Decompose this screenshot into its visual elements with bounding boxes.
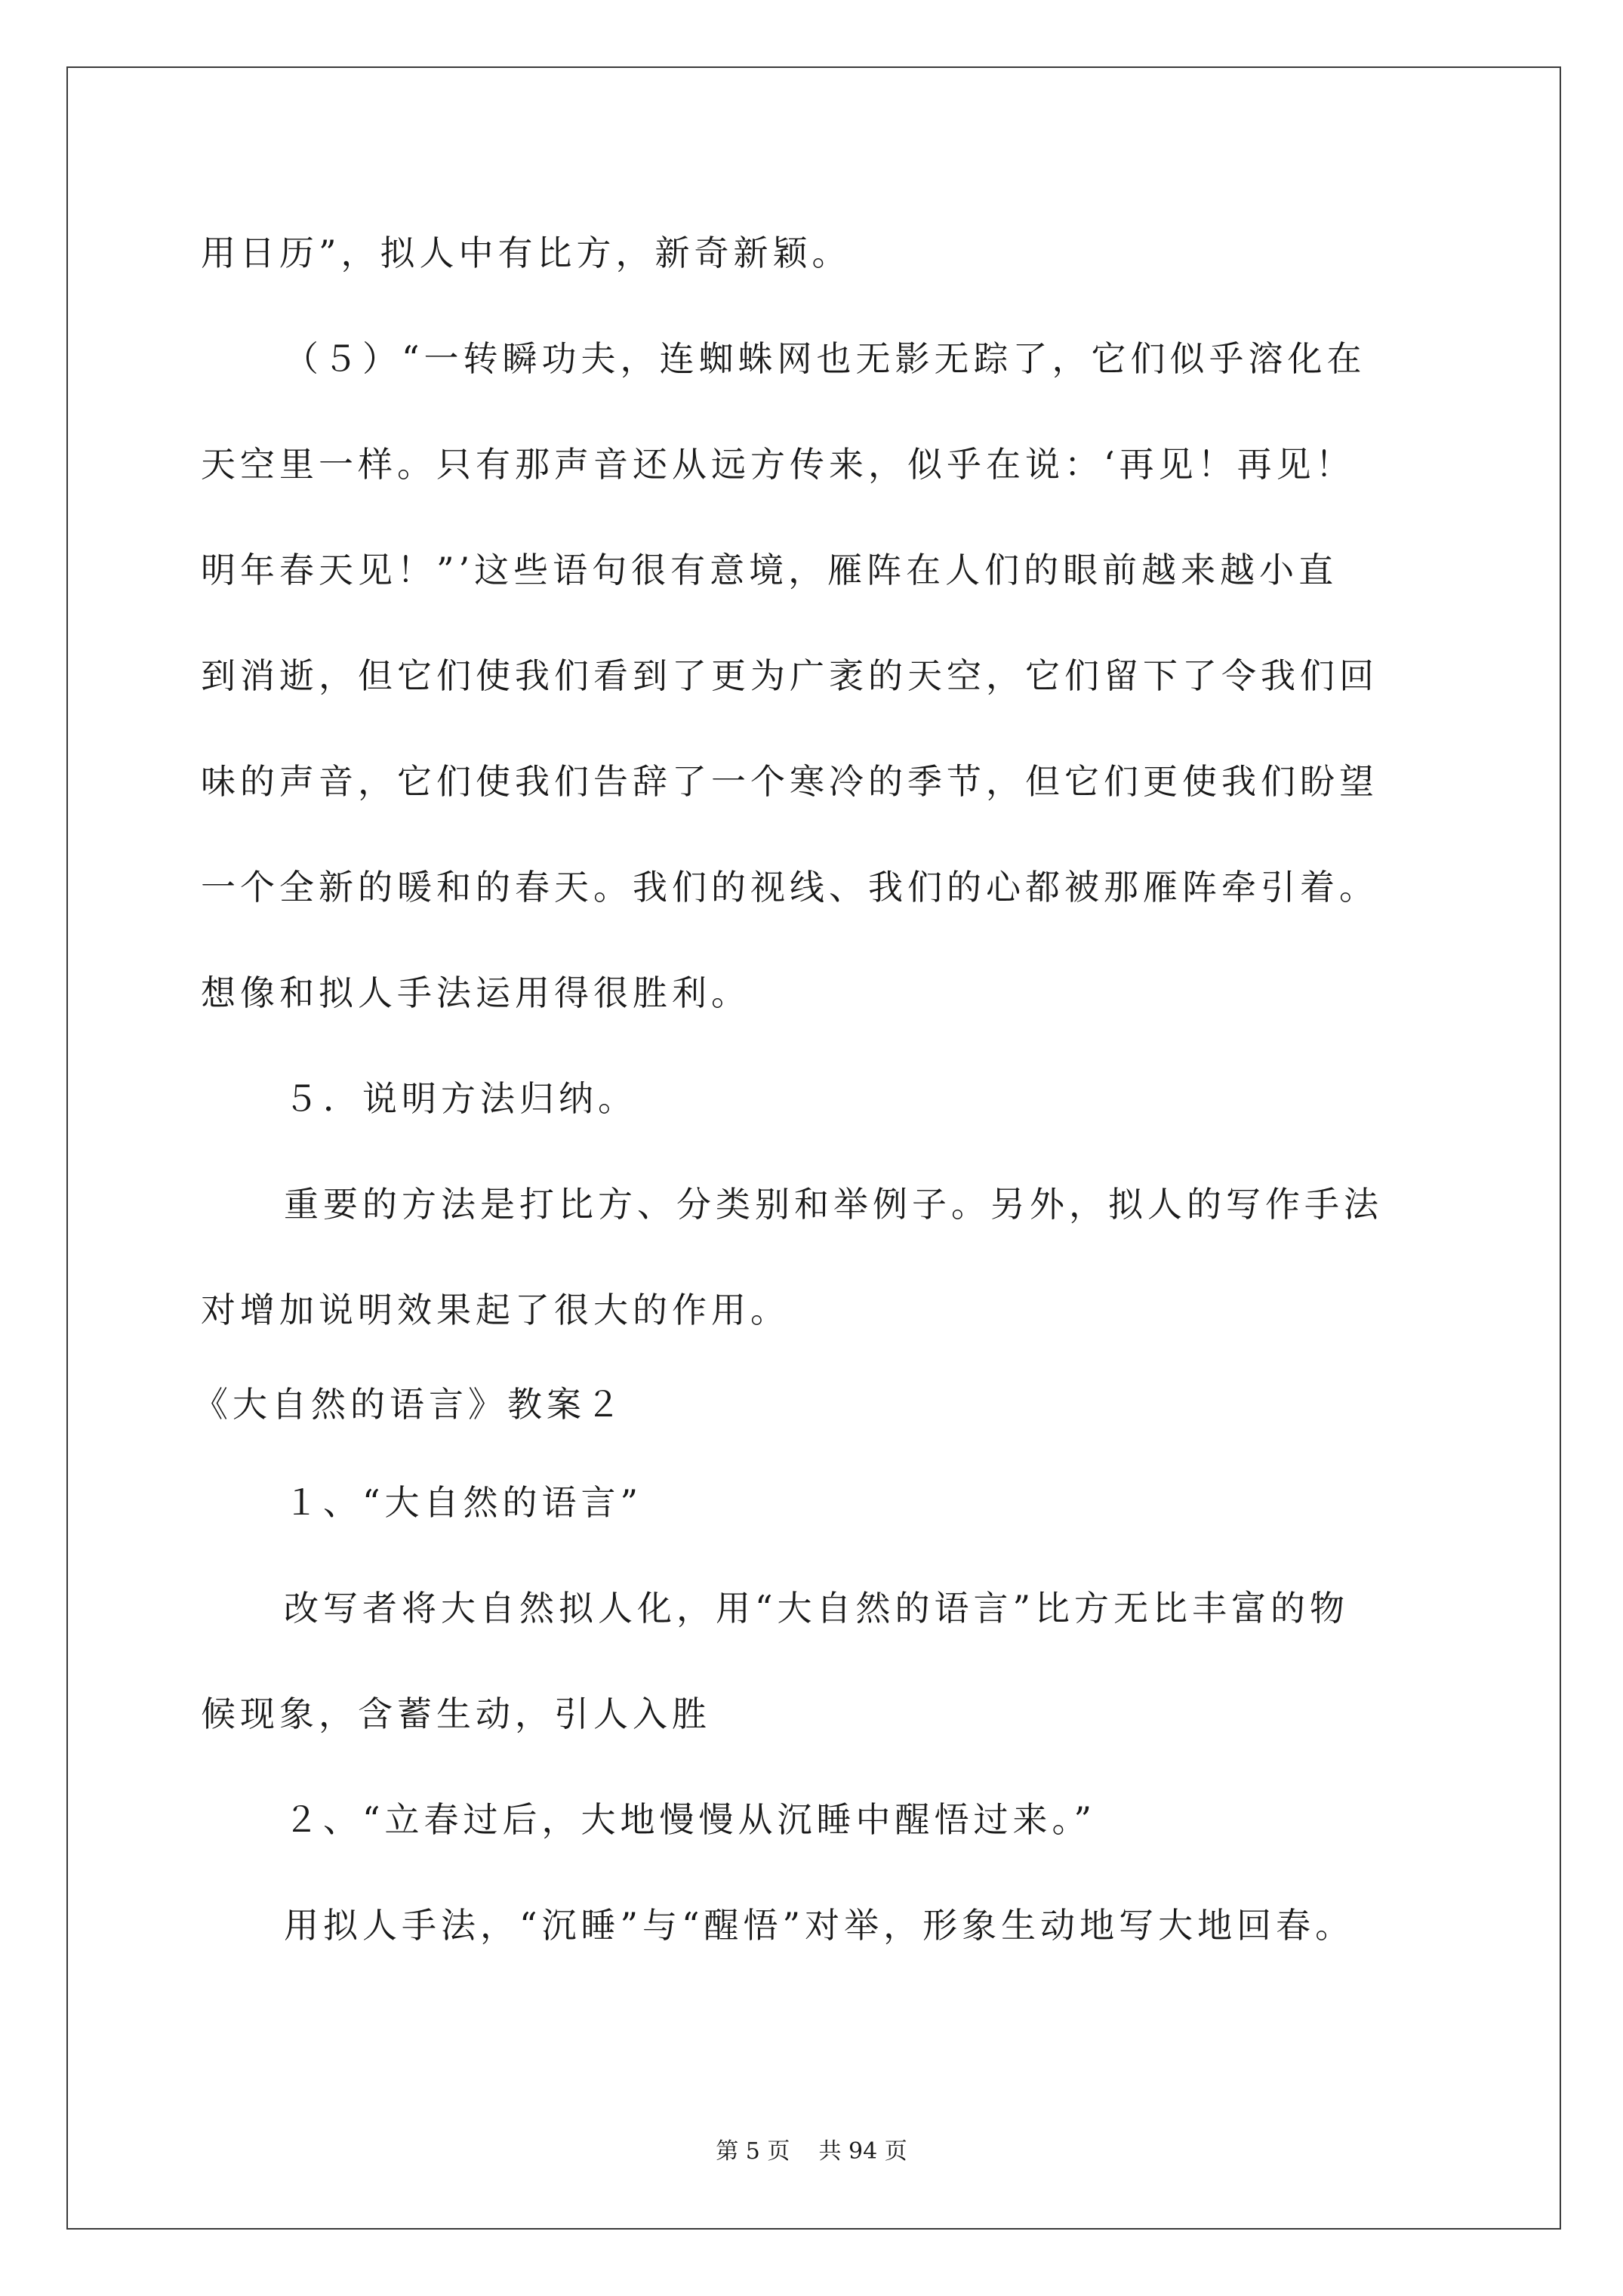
text-line: 明年春天见！”’这些语句很有意境，雁阵在人们的眼前越来越小直 bbox=[201, 550, 1338, 590]
section-heading: ２、“立春过后，大地慢慢从沉睡中醒悟过来。” bbox=[284, 1799, 1097, 1840]
text-line: 重要的方法是打比方、分类别和举例子。另外，拟人的写作手法 bbox=[284, 1184, 1383, 1225]
text-line: 天空里一样。只有那声音还从远方传来，似乎在说：‘再见！再见！ bbox=[201, 444, 1355, 485]
text-line: 用日历”，拟人中有比方，新奇新颖。 bbox=[201, 233, 852, 273]
section-heading: ５．说明方法归纳。 bbox=[284, 1078, 637, 1119]
page-number: 第 5 页 共 94 页 bbox=[716, 2138, 907, 2165]
document-title: 《大自然的语言》教案２ bbox=[193, 1384, 625, 1425]
text-line: 到消逝，但它们使我们看到了更为广袤的天空，它们留下了令我们回 bbox=[201, 655, 1378, 696]
text-line: 用拟人手法，“沉睡”与“醒悟”对举，形象生动地写大地回春。 bbox=[284, 1905, 1355, 1946]
text-line: 想像和拟人手法运用得很胜利。 bbox=[201, 972, 750, 1013]
text-line: 改写者将大自然拟人化，用“大自然的语言”比方无比丰富的物 bbox=[284, 1588, 1350, 1629]
section-heading: １、“大自然的语言” bbox=[284, 1482, 643, 1523]
text-line: 味的声音，它们使我们告辞了一个寒冷的季节，但它们更使我们盼望 bbox=[201, 761, 1378, 802]
text-line: 一个全新的暖和的春天。我们的视线、我们的心都被那雁阵牵引着。 bbox=[201, 867, 1378, 908]
text-line: 对增加说明效果起了很大的作用。 bbox=[201, 1290, 790, 1330]
text-line: （５）“一转瞬功夫，连蜘蛛网也无影无踪了，它们似乎溶化在 bbox=[284, 338, 1366, 379]
text-line: 候现象，含蓄生动，引人入胜 bbox=[201, 1693, 711, 1734]
